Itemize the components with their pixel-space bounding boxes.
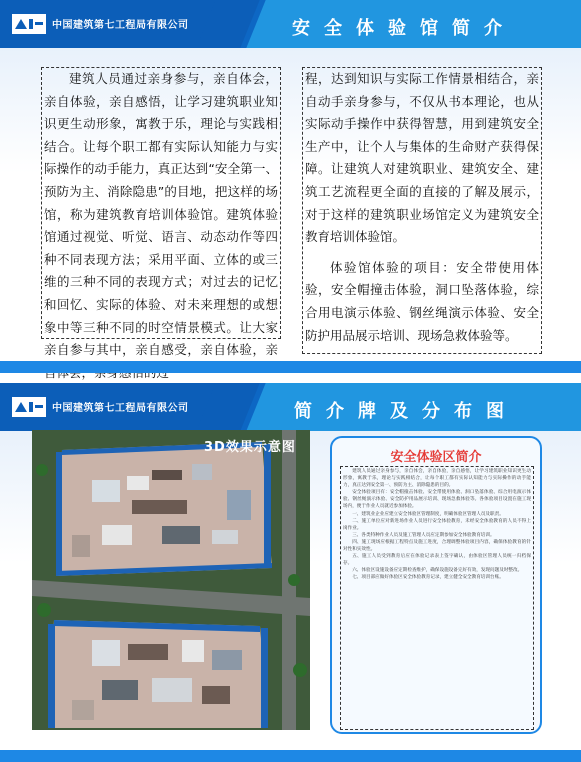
summary-text: [341, 467, 533, 583]
3d-render-image: [32, 430, 310, 730]
intro-text-left: [41, 67, 281, 358]
company-name: 中国建筑第七工程局有限公司: [52, 20, 189, 31]
company-logo-icon: [12, 397, 46, 417]
panel-bottom-bar: [0, 750, 581, 762]
page-title: 简介牌及分布图: [294, 401, 518, 422]
company-logo-icon: [12, 14, 46, 34]
site-3d-illustration: [32, 430, 310, 730]
intro-paragraph-2: 体验馆体验的项目：安全带使用体验，安全帽撞击体验，洞口坠落体验，综合用电演示体验、钢丝绳演示体验、安全防护用品展示培训、现场急救体验等。: [305, 259, 539, 343]
intro-paragraph-1-cont: 程，达到知识与实际工作情景相结合，亲自动手亲身参与，不仅从书本理论，也从实际动手操作中获得智慧，用到建筑安全生产中，让个人与集体的生命财产获得保障。让建筑人对建筑职业、建筑安全、建筑工艺流程更全面的直接的了解及展示，对于这样的建筑职业场馆定义为建筑安全教育培训体验馆。: [305, 71, 539, 245]
summary-paragraph: 一、建筑业企业应建立安全体验区管理制度，明确体验区管理人员及职责。: [352, 511, 504, 517]
intro-text-right: [302, 67, 542, 354]
summary-paragraph: 二、施工单位应对新进场作业人员进行安全体验教育，未经安全体验教育的人员不得上岗作业。: [343, 518, 531, 531]
summary-paragraph: 六、体验区设施设备应定期检查维护，确保设施设备完好有效，发现问题及时整改。: [352, 568, 523, 574]
summary-card: [330, 436, 542, 734]
layout-header: [0, 383, 581, 431]
summary-text-box: [340, 466, 534, 730]
intro-paragraph-1: 建筑人员通过亲身参与，亲自体会，亲自体验，亲自感悟，让学习建筑职业知识更生动形象，寓教于乐，理论与实践相结合。让每个职工都有实际认知能力与实际操作的动手能力，真正达到“安全第一、预防为主、消除隐患”的目地，把这样的场馆，称为建筑教育培训体验馆。建筑体验馆通过视觉、听觉、语言、动态动作等四种不同表现方法；采用平面、立体的或三维的三种不同的表现方式；对过去的记忆和回忆、实际的体验、对未来理想的或想象中等三种不同的时空情景模式。让大家亲自参与其中，亲自感受，亲自体验，亲: [44, 71, 278, 358]
render-label: 3D效果示意图: [204, 440, 296, 455]
summary-paragraph: 建筑人员通过亲身参与，亲自体会，亲自体验，亲自感悟，让学习建筑职业知识更生动形象，寓教于乐，理论与实践相结合，让每个职工都有实际认知能力与实际操作的动手能力，真正达到安全第一、预防为主、消除隐患的目的。: [343, 469, 531, 489]
summary-paragraph: 五、施工人员受到教育后应在体验记录表上签字确认，由体验区管理人员统一归档保存。: [343, 554, 531, 567]
summary-title: 安全体验区简介: [390, 450, 482, 465]
summary-paragraph: 三、各类特种作业人员及施工管理人员应定期参加安全体验教育培训。: [352, 532, 495, 538]
summary-paragraph: 安全体验项目有：安全帽撞击体验、安全带使用体验、洞口坠落体验、综合用电演示体验、钢丝绳演示体验、安全防护用品展示培训、现场急救体验等。各体验项目设置在施工现场内，便于作业人员就近参加体验。: [343, 490, 531, 510]
summary-paragraph: 四、施工现场应根据工程特点及施工进度，合理调整体验项目内容，确保体验教育的针对性和实效性。: [343, 539, 531, 553]
summary-paragraph: 七、项目部应做好体验区安全体验教育记录，建立健全安全教育培训台账。: [352, 575, 504, 581]
intro-panel: [0, 0, 581, 373]
page-title: 安全体验馆简介: [292, 18, 516, 39]
intro-header: [0, 0, 581, 48]
company-name: 中国建筑第七工程局有限公司: [52, 403, 189, 414]
panel-bottom-bar: [0, 361, 581, 373]
